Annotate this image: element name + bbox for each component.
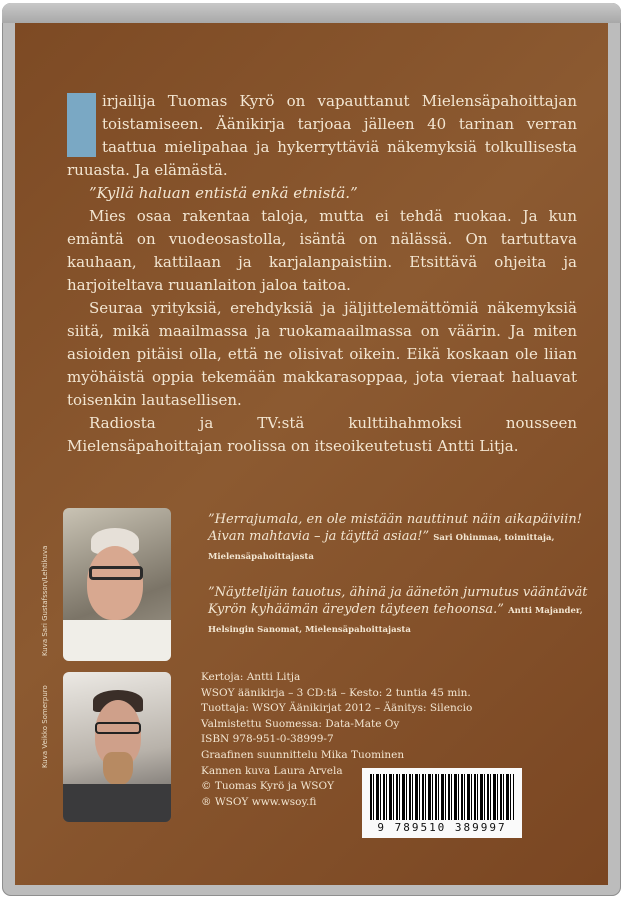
description-quote: ”Kyllä haluan entistä enkä etnistä.” <box>89 184 358 202</box>
review-2-source: Antti Majander, Helsingin Sanomat, Mielensäpahoittajasta <box>208 606 583 635</box>
photo-author-beard <box>103 752 133 786</box>
description-paragraph-3: Seuraa yrityksiä, erehdyksiä ja jäljittelemättömiä näkemyksiä siitä, mikä maailmassa ja ruokamaailmassa on väärin. Ja miten asioiden pitäisi olla, että ne olisivat oikein. Eikä koskaan ole liian myöhäistä oppia tekemään makkarasoppaa, jota vieraat haluavat toisenkin lautasellisen. <box>67 299 577 409</box>
description-text <box>67 90 577 458</box>
credit-line: WSOY äänikirja – 3 CD:tä – Kesto: 2 tuntia 45 min. <box>201 686 471 699</box>
barcode-bars <box>370 774 514 820</box>
barcode-number: 9 789510 389997 <box>377 821 507 834</box>
photo-narrator-glasses <box>89 566 143 580</box>
credit-line: Kannen kuva Laura Arvela <box>201 764 343 777</box>
photo-author-glasses <box>95 722 141 734</box>
photo-credit-1: Kuva Sari Gustafsson/Lehtikuva <box>41 545 49 656</box>
credit-line: Valmistettu Suomessa: Data-Mate Oy <box>201 717 400 730</box>
photo-narrator <box>63 508 171 661</box>
description-paragraph-4: Radiosta ja TV:stä kulttihahmoksi nousseen Mielensäpahoittajan roolissa on itseoikeutetusti Antti Litja. <box>67 414 577 455</box>
review-2 <box>208 584 594 639</box>
credit-line: ® WSOY www.wsoy.fi <box>201 795 317 808</box>
dvd-case-top-edge <box>2 3 621 23</box>
photo-credit-2: Kuva Veikko Somerpuro <box>41 685 49 768</box>
review-1 <box>208 511 594 566</box>
credit-line: Tuottaja: WSOY Äänikirjat 2012 – Äänitys: Silencio <box>201 702 473 715</box>
credit-line: ISBN 978-951-0-38999-7 <box>201 733 334 746</box>
credit-line: Graafinen suunnittelu Mika Tuominen <box>201 748 405 761</box>
description-paragraph-1: irjailija Tuomas Kyrö on vapauttanut Mielensäpahoittajan toistamiseen. Äänikirja tarjoaa jälleen 40 tarinan verran taattua mielipahaa ja hykerryttäviä näkemyksiä tolkullisesta ruuasta. Ja elämästä. <box>67 92 577 179</box>
photo-author-shirt <box>63 784 171 822</box>
review-1-source: Sari Ohinmaa, toimittaja, Mielensäpahoittajasta <box>208 533 555 562</box>
photo-narrator-shirt <box>63 620 171 661</box>
dropcap-letter <box>67 93 96 157</box>
barcode <box>362 768 522 838</box>
credit-line: Kertoja: Antti Litja <box>201 671 301 683</box>
description-paragraph-2: Mies osaa rakentaa taloja, mutta ei tehdä ruokaa. Ja kun emäntä on vuodeosastolla, isäntä on nälässä. On tartuttava kauhaan, kattilaan ja karjalanpaistiin. Etsittävä ohjeita ja harjoiteltava ruuanlaiton jaloa taitoa. <box>67 207 577 294</box>
photo-author <box>63 672 171 822</box>
review-2-quote: ”Näyttelijän tauotus, ähinä ja äänetön jurnutus vääntävät Kyrön kyhäämän äreyden täyteen tehoonsa.” <box>208 585 588 617</box>
credit-line: © Tuomas Kyrö ja WSOY <box>201 780 335 793</box>
review-1-quote: ”Herrajumala, en ole mistään nauttinut näin aikapäiviin! Aivan mahtavia – ja täyttä asiaa!” <box>208 512 582 544</box>
photo-narrator-face <box>87 546 143 620</box>
